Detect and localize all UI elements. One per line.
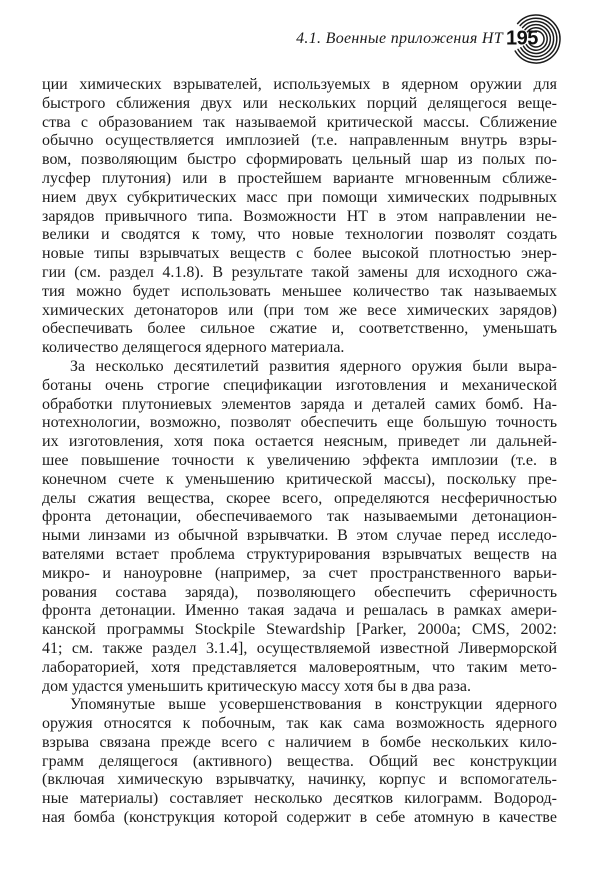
text-line: Упомянутые выше усовершенствования в конструкции ядерного bbox=[70, 696, 557, 714]
text-line: фронта детонации. Именно такая задача и решалась в рамках амери- bbox=[42, 602, 557, 620]
text-line: обычно осуществляется имплозией (т.е. направленным внутрь взры- bbox=[42, 132, 557, 150]
page-header bbox=[0, 0, 600, 70]
text-line: зарядов привычного типа. Возможности НТ в этом направлении не- bbox=[42, 207, 557, 225]
text-line: вателями встает проблема структурирования взрывчатых веществ на bbox=[42, 545, 557, 563]
text-line: ботаны очень строгие спецификации изготовления и механической bbox=[42, 376, 557, 394]
text-line: (включая химическую взрывчатку, начинку, корпус и вспомогатель- bbox=[42, 771, 557, 789]
text-line: обеспечивать более сильное сжатие и, соответственно, уменьшать bbox=[42, 320, 557, 338]
page-number: 195 bbox=[506, 27, 538, 50]
text-line: количество делящегося ядерного материала. bbox=[42, 339, 345, 357]
text-line: ная бомба (конструкция которой содержит в себе атомную в качестве bbox=[42, 809, 557, 827]
text-line: грамм делящегося (активного) вещества. Общий вес конструкции bbox=[42, 752, 557, 770]
text-line: ными линзами из обычной взрывчатки. В этом случае перед исследо- bbox=[42, 527, 557, 545]
text-line: вом, позволяющим быстро сформировать цельный шар из полых по- bbox=[42, 151, 557, 169]
text-line: фронта детонации, обеспечиваемого так называемыми детонацион- bbox=[42, 508, 557, 526]
text-line: ные материалы) составляет несколько десятков килограмм. Водород- bbox=[42, 790, 557, 808]
text-line: лусфер плутония) или в простейшем варианте мгновенным сближе- bbox=[42, 169, 557, 187]
text-line: микро- и наноуровне (например, за счет пространственного варьи- bbox=[42, 564, 557, 582]
text-line: канской программы Stockpile Stewardship [Parker, 2000a; CMS, 2002: bbox=[42, 621, 557, 639]
text-line: тия можно будет использовать меньшее количество так называемых bbox=[42, 282, 557, 300]
text-line: гии (см. раздел 4.1.8). В результате такой замены для исходного сжа- bbox=[42, 263, 557, 281]
text-line: оружия относятся к побочным, так как сама возможность ядерного bbox=[42, 715, 557, 733]
running-title: 4.1. Военные приложения НТ bbox=[296, 30, 503, 47]
text-line: конечном счете к уменьшению критической массы), поскольку пре- bbox=[42, 470, 557, 488]
text-line: химических детонаторов или (при том же весе химических зарядов) bbox=[42, 301, 557, 319]
text-line: рования состава заряда), позволяющего обеспечить сферичность bbox=[42, 583, 557, 601]
body-text bbox=[42, 76, 557, 828]
page-number-ornament bbox=[506, 13, 572, 65]
text-line: велики и сводятся к тому, что новые технологии позволят создать bbox=[42, 226, 557, 244]
text-line: шее повышение точности к увеличению эффекта имплозии (т.е. в bbox=[42, 451, 557, 469]
text-line: 41; см. также раздел 3.1.4], осуществляемой известной Ливерморской bbox=[42, 639, 557, 657]
text-line: их изготовления, хотя пока остается неясным, приведет ли дальней- bbox=[42, 433, 557, 451]
text-line: быстрого сближения двух или нескольких порций делящегося веще- bbox=[42, 94, 557, 112]
text-line: ства с образованием так называемой критической массы. Сближение bbox=[42, 113, 557, 131]
text-line: ции химических взрывателей, используемых в ядерном оружии для bbox=[42, 76, 557, 93]
text-line: делы сжатия вещества, скорее всего, определяются несферичностью bbox=[42, 489, 557, 507]
text-line: обработки плутониевых элементов заряда и деталей самих бомб. На- bbox=[42, 395, 557, 413]
text-line: взрыва связана прежде всего с наличием в бомбе нескольких кило- bbox=[42, 733, 557, 751]
text-line: новые типы взрывчатых веществ с более высокой плотностью энер- bbox=[42, 245, 557, 263]
text-line: лабораторией, хотя представляется маловероятным, что таким мето- bbox=[42, 658, 557, 676]
text-line: За несколько десятилетий развития ядерного оружия были выра- bbox=[70, 357, 557, 375]
text-line: дом удастся уменьшить критическую массу хотя бы в два раза. bbox=[42, 677, 472, 695]
text-line: нием двух субкритических масс при помощи химических подрывных bbox=[42, 188, 557, 206]
text-line: нотехнологии, возможно, позволят обеспечить еще большую точность bbox=[42, 414, 557, 432]
